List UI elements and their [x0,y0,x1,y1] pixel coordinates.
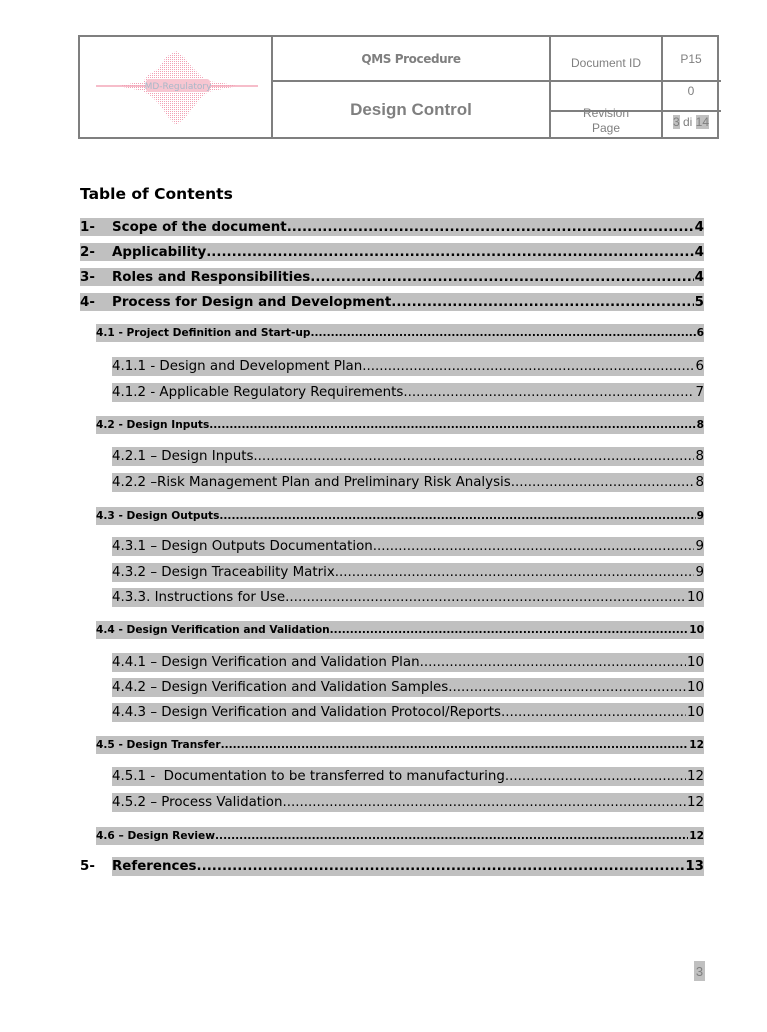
toc-entry-number: 1- [80,219,95,235]
toc-entry-roles[interactable] [80,268,704,286]
toc-entry-page: 8 [696,419,704,431]
toc-entry-page: 10 [686,680,704,695]
procedure-type-label: QMS Procedure [361,51,461,66]
toc-entry-label: 4.4 - Design Verification and Validation [96,624,330,636]
toc-leader-dots [362,359,694,374]
toc-entry-label: 4.4.2 – Design Verification and Validation Samples [112,680,449,695]
document-title: Design Control [350,99,472,119]
toc-entry-page: 5 [694,294,704,310]
toc-entry-label: 4.6 – Design Review [96,830,216,842]
toc-entry-page: 10 [686,590,704,605]
toc-entry-label: References [112,859,197,874]
md-regulatory-logo [88,45,266,131]
toc-entry-4-2[interactable] [96,416,704,434]
toc-entry-page: 12 [686,769,704,784]
page-total: 14 [695,115,710,129]
toc-entry-4-4-3[interactable] [112,703,704,722]
toc-entry-4-2-2[interactable] [112,473,704,492]
toc-leader-dots [215,830,688,842]
toc-entry-number: 4- [80,294,95,310]
toc-entry-page: 10 [686,705,704,720]
page-separator: di [682,115,693,129]
toc-entry-page: 7 [695,385,704,400]
toc-entry-4-3-3[interactable] [112,588,704,607]
toc-entry-page: 8 [695,449,704,464]
toc-leader-dots [206,245,693,260]
toc-entry-number: 5- [80,859,95,874]
toc-entry-page: 9 [695,539,704,554]
toc-entry-page: 13 [685,859,704,874]
toc-leader-dots [391,295,693,310]
toc-entry-4-1-1[interactable] [112,357,704,376]
toc-entry-page: 4 [694,219,704,235]
toc-entry-label: 4.5 - Design Transfer [96,739,221,751]
toc-leader-dots [330,624,689,636]
toc-entry-page: 12 [689,830,704,842]
toc-entry-label: 4.4.1 – Design Verification and Validation Plan [112,655,420,670]
toc-entry-4-4-2[interactable] [112,678,704,697]
toc-entry-references[interactable] [112,857,704,876]
toc-entry-page: 6 [695,359,704,374]
toc-leader-dots [282,795,685,810]
toc-leader-dots [221,739,689,751]
revision-value: 0 [687,84,695,98]
toc-entry-4-6[interactable] [96,827,704,845]
toc-entry-page: 8 [695,475,704,490]
toc-entry-4-5[interactable] [96,736,704,754]
document-id-value: P15 [680,51,702,66]
toc-leader-dots [403,385,694,400]
toc-entry-page: 9 [695,565,704,580]
toc-leader-dots [448,680,686,695]
toc-entry-label: 4.2.2 –Risk Management Plan and Preliminary Risk Analysis [112,475,511,490]
toc-leader-dots [197,859,685,874]
toc-entry-4-1[interactable] [96,324,704,342]
toc-entry-label: Process for Design and Development [112,294,392,310]
toc-leader-dots [285,590,686,605]
toc-entry-label: 4.3.2 – Design Traceability Matrix [112,565,335,580]
toc-entry-4-5-1[interactable] [112,767,704,786]
toc-entry-label: 4.5.1 - Documentation to be transferred to manufacturing [112,769,505,784]
toc-entry-label: Scope of the document [112,219,287,235]
toc-entry-4-1-2[interactable] [112,383,704,402]
toc-entry-label: 4.2 - Design Inputs [96,419,210,431]
toc-title: Table of Contents [80,185,233,203]
toc-entry-4-4[interactable] [96,621,704,639]
toc-entry-page: 12 [686,795,704,810]
toc-entry-page: 10 [689,624,704,636]
toc-entry-4-3-1[interactable] [112,537,704,556]
toc-leader-dots [310,270,693,285]
toc-entry-4-3-2[interactable] [112,563,704,582]
toc-entry-4-4-1[interactable] [112,653,704,672]
toc-entry-label: 4.1.1 - Design and Development Plan [112,359,363,374]
toc-entry-number: 3- [80,269,95,285]
toc-entry-label: Applicability [112,244,207,260]
toc-leader-dots [501,705,686,720]
toc-leader-dots [310,327,695,339]
svg-text:MD-Regulatory: MD-Regulatory [144,82,212,92]
toc-entry-page: 4 [694,269,704,285]
toc-entry-label: 4.5.2 – Process Validation [112,795,283,810]
toc-entry-scope[interactable] [80,218,704,236]
page-of-total [663,112,719,132]
toc-entry-page: 12 [689,739,704,751]
toc-entry-label: 4.3 - Design Outputs [96,510,220,522]
toc-entry-page: 6 [696,327,704,339]
revision-label: Revision [582,106,630,120]
toc-leader-dots [209,419,695,431]
toc-entry-label: 4.4.3 – Design Verification and Validation Protocol/Reports [112,705,501,720]
toc-leader-dots [253,449,694,464]
logo-waveform-icon [88,45,266,131]
toc-entry-process[interactable] [80,293,704,311]
toc-entry-page: 4 [694,244,704,260]
toc-entry-label: 4.3.1 – Design Outputs Documentation [112,539,373,554]
toc-leader-dots [373,539,695,554]
toc-entry-page: 9 [696,510,704,522]
toc-entry-label: 4.1 - Project Definition and Start-up [96,327,311,339]
footer-page-number: 3 [694,961,705,981]
toc-leader-dots [511,475,695,490]
toc-entry-4-5-2[interactable] [112,793,704,812]
toc-leader-dots [287,220,694,235]
toc-entry-number: 2- [80,244,95,260]
toc-entry-label: 4.2.1 – Design Inputs [112,449,254,464]
toc-entry-applicability[interactable] [80,243,704,261]
toc-leader-dots [505,769,686,784]
toc-leader-dots [420,655,686,670]
document-id-label: Document ID [570,55,642,70]
toc-entry-label: 4.3.3. Instructions for Use [112,590,286,605]
document-header-table [78,35,719,139]
page-current: 3 [672,115,680,129]
toc-entry-4-3[interactable] [96,507,704,525]
toc-entry-4-2-1[interactable] [112,447,704,466]
toc-entry-label: Roles and Responsibilities [112,269,311,285]
toc-entry-label: 4.1.2 - Applicable Regulatory Requirements [112,385,404,400]
toc-entry-page: 10 [686,655,704,670]
toc-leader-dots [335,565,695,580]
toc-leader-dots [219,510,695,522]
page-label: Page [591,121,621,135]
